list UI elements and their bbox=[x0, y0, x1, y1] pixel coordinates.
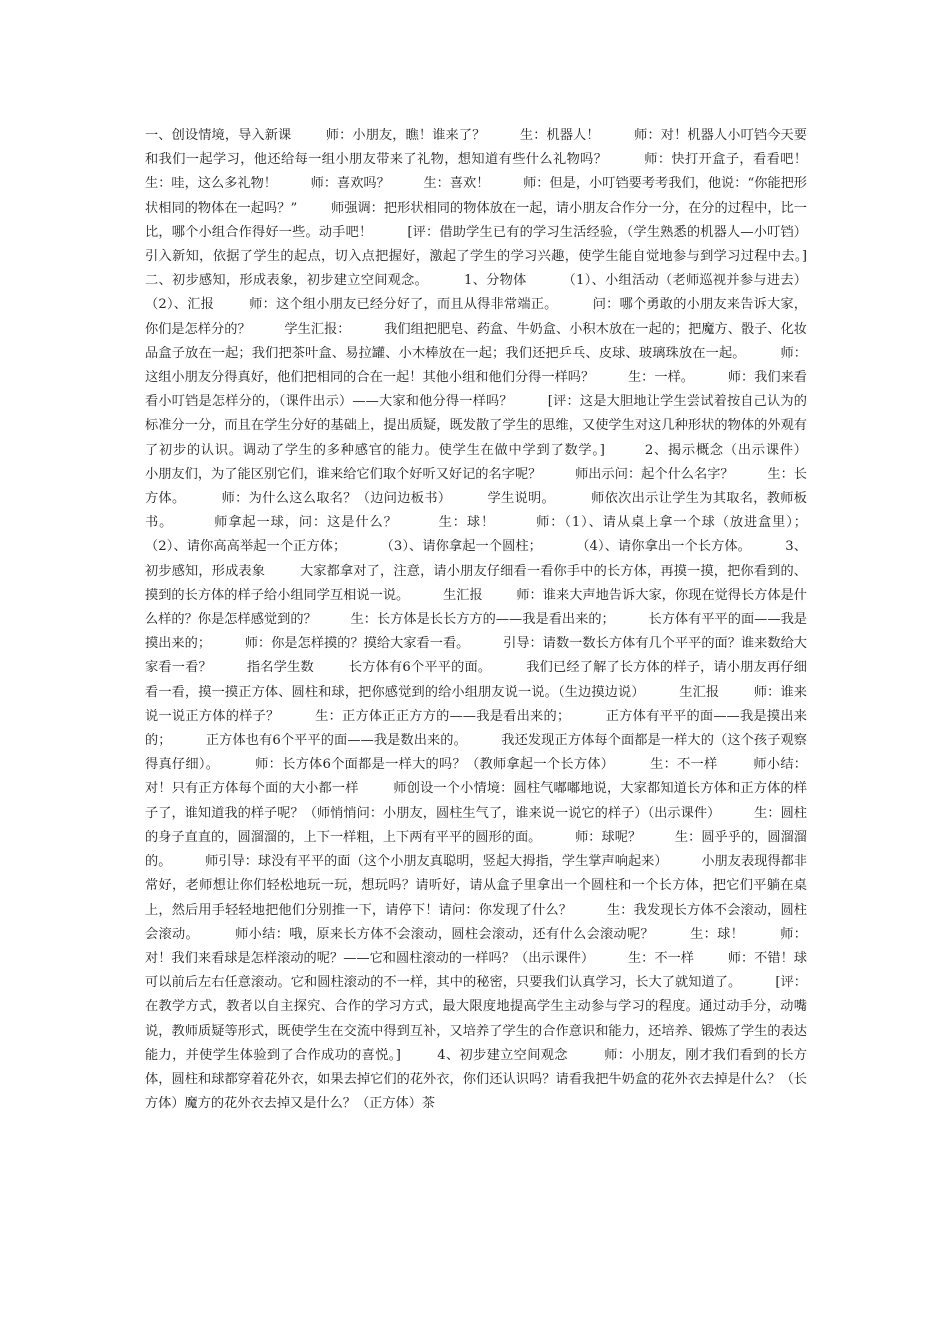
document-body-text: 一、创设情境，导入新课 师：小朋友，瞧！谁来了？ 生：机器人！ 师：对！机器人小叮铛今天要和我们一起学习，他还给每一组小朋友带来了礼物，想知道有些什么礼物吗？ 师：快打开盒子，看看吧！ 生：哇，这么多礼物！ 师：喜欢吗？ 生：喜欢！ 师：但是，小叮铛要考考我们，他说：“你能把形状相同的物体在一起吗？” 师强调：把形状相同的物体放在一起，请小朋友合作分一分，在分的过程中，比一比，哪个小组合作得好一些。动手吧！ [评：借助学生已有的学习生活经验，（学生熟悉的机器人—小叮铛）引入新知，依据了学生的起点，切入点把握好，激起了学生的学习兴趣，使学生能自觉地参与到学习过程中去。] 二、初步感知，形成表象，初步建立空间观念。 1、分物体 （1）、小组活动（老师巡视并参与进去） （2）、汇报 师：这个组小朋友已经分好了，而且从得非常端正。 问：哪个勇敢的小朋友来告诉大家，你们是怎样分的？ 学生汇报： 我们组把肥皂、药盒、牛奶盒、小积木放在一起的；把魔方、骰子、化妆品盒子放在一起；我们把茶叶盒、易拉罐、小木棒放在一起；我们还把乒乓、皮球、玻璃珠放在一起。 师：这组小朋友分得真好，他们把相同的合在一起！其他小组和他们分得一样吗？ 生：一样。 师：我们来看看小叮铛是怎样分的，（课件出示）——大家和他分得一样吗？ [评：这是大胆地让学生尝试着按自己认为的标准分一分，而且在学生分好的基础上，提出质疑，既发散了学生的思维，又使学生对这几种形状的物体的外观有了初步的认识。调动了学生的多种感官的能力。使学生在做中学到了数学。] 2、揭示概念（出示课件） 小朋友们，为了能区别它们，谁来给它们取个好听又好记的名字呢？ 师出示问：起个什么名字？ 生：长方体。 师：为什么这么取名？（边问边板书） 学生说明。 师依次出示让学生为其取名，教师板书。 师拿起一球，问：这是什么？ 生：球！ 师：（1）、请从桌上拿一个球（放进盒里）； （2）、请你高高举起一个正方体； （3）、请你拿起一个圆柱； （4）、请你拿出一个长方体。 3、初步感知，形成表象 大家都拿对了，注意，请小朋友仔细看一看你手中的长方体，再摸一摸，把你看到的、摸到的长方体的样子给小组同学互相说一说。 生汇报 师：谁来大声地告诉大家，你现在觉得长方体是什么样的？你是怎样感觉到的？ 生：长方体是长长方方的——我是看出来的； 长方体有平平的面——我是摸出来的； 师：你是怎样摸的？摸给大家看一看。 引导：请数一数长方体有几个平平的面？谁来数给大家看一看？ 指名学生数 长方体有6个平平的面。 我们已经了解了长方体的样子，请小朋友再仔细看一看，摸一摸正方体、圆柱和球，把你感觉到的给小组朋友说一说。（生边摸边说） 生汇报 师：谁来说一说正方体的样子？ 生：正方体正正方方的——我是看出来的； 正方体有平平的面——我是摸出来的； 正方体也有6个平平的面——我是数出来的。 我还发现正方体每个面都是一样大的（这个孩子观察得真仔细）。 师：长方体6个面都是一样大的吗？（教师拿起一个长方体） 生：不一样 师小结：对！只有正方体每个面的大小都一样 师创设一个小情境：圆柱气嘟嘟地说，大家都知道长方体和正方体的样子了，谁知道我的样子呢？（师悄悄问：小朋友，圆柱生气了，谁来说一说它的样子）（出示课件） 生：圆柱的身子直直的，圆溜溜的，上下一样粗，上下两有平平的圆形的面。 师：球呢？ 生：圆乎乎的，圆溜溜的。 师引导：球没有平平的面（这个小朋友真聪明，竖起大拇指，学生掌声响起来） 小朋友表现得都非常好，老师想让你们轻松地玩一玩，想玩吗？请听好，请从盒子里拿出一个圆柱和一个长方体，把它们平躺在桌上，然后用手轻轻地把他们分别推一下，请停下！请问：你发现了什么？ 生：我发现长方体不会滚动，圆柱会滚动。 师小结：哦，原来长方体不会滚动，圆柱会滚动，还有什么会滚动呢？ 生：球！ 师：对！我们来看球是怎样滚动的呢？——它和圆柱滚动的一样吗？（出示课件） 生：不一样 师：不错！球可以前后左右任意滚动。它和圆柱滚动的不一样，其中的秘密，只要我们认真学习，长大了就知道了。 [评：在教学方式，教者以自主探究、合作的学习方式，最大限度地提高学生主动参与学习的程度。通过动手分，动嘴说，教师质疑等形式，既使学生在交流中得到互补，又培养了学生的合作意识和能力，还培养、锻炼了学生的表达能力，并使学生体验到了合作成功的喜悦。] 4、初步建立空间观念 师：小朋友，刚才我们看到的长方体，圆柱和球都穿着花外衣，如果去掉它们的花外衣，你们还认识吗？请看我把牛奶盒的花外衣去掉是什么？（长方体）魔方的花外衣去掉又是什么？（正方体）茶 bbox=[145, 128, 841, 1112]
document-page bbox=[145, 124, 841, 1116]
